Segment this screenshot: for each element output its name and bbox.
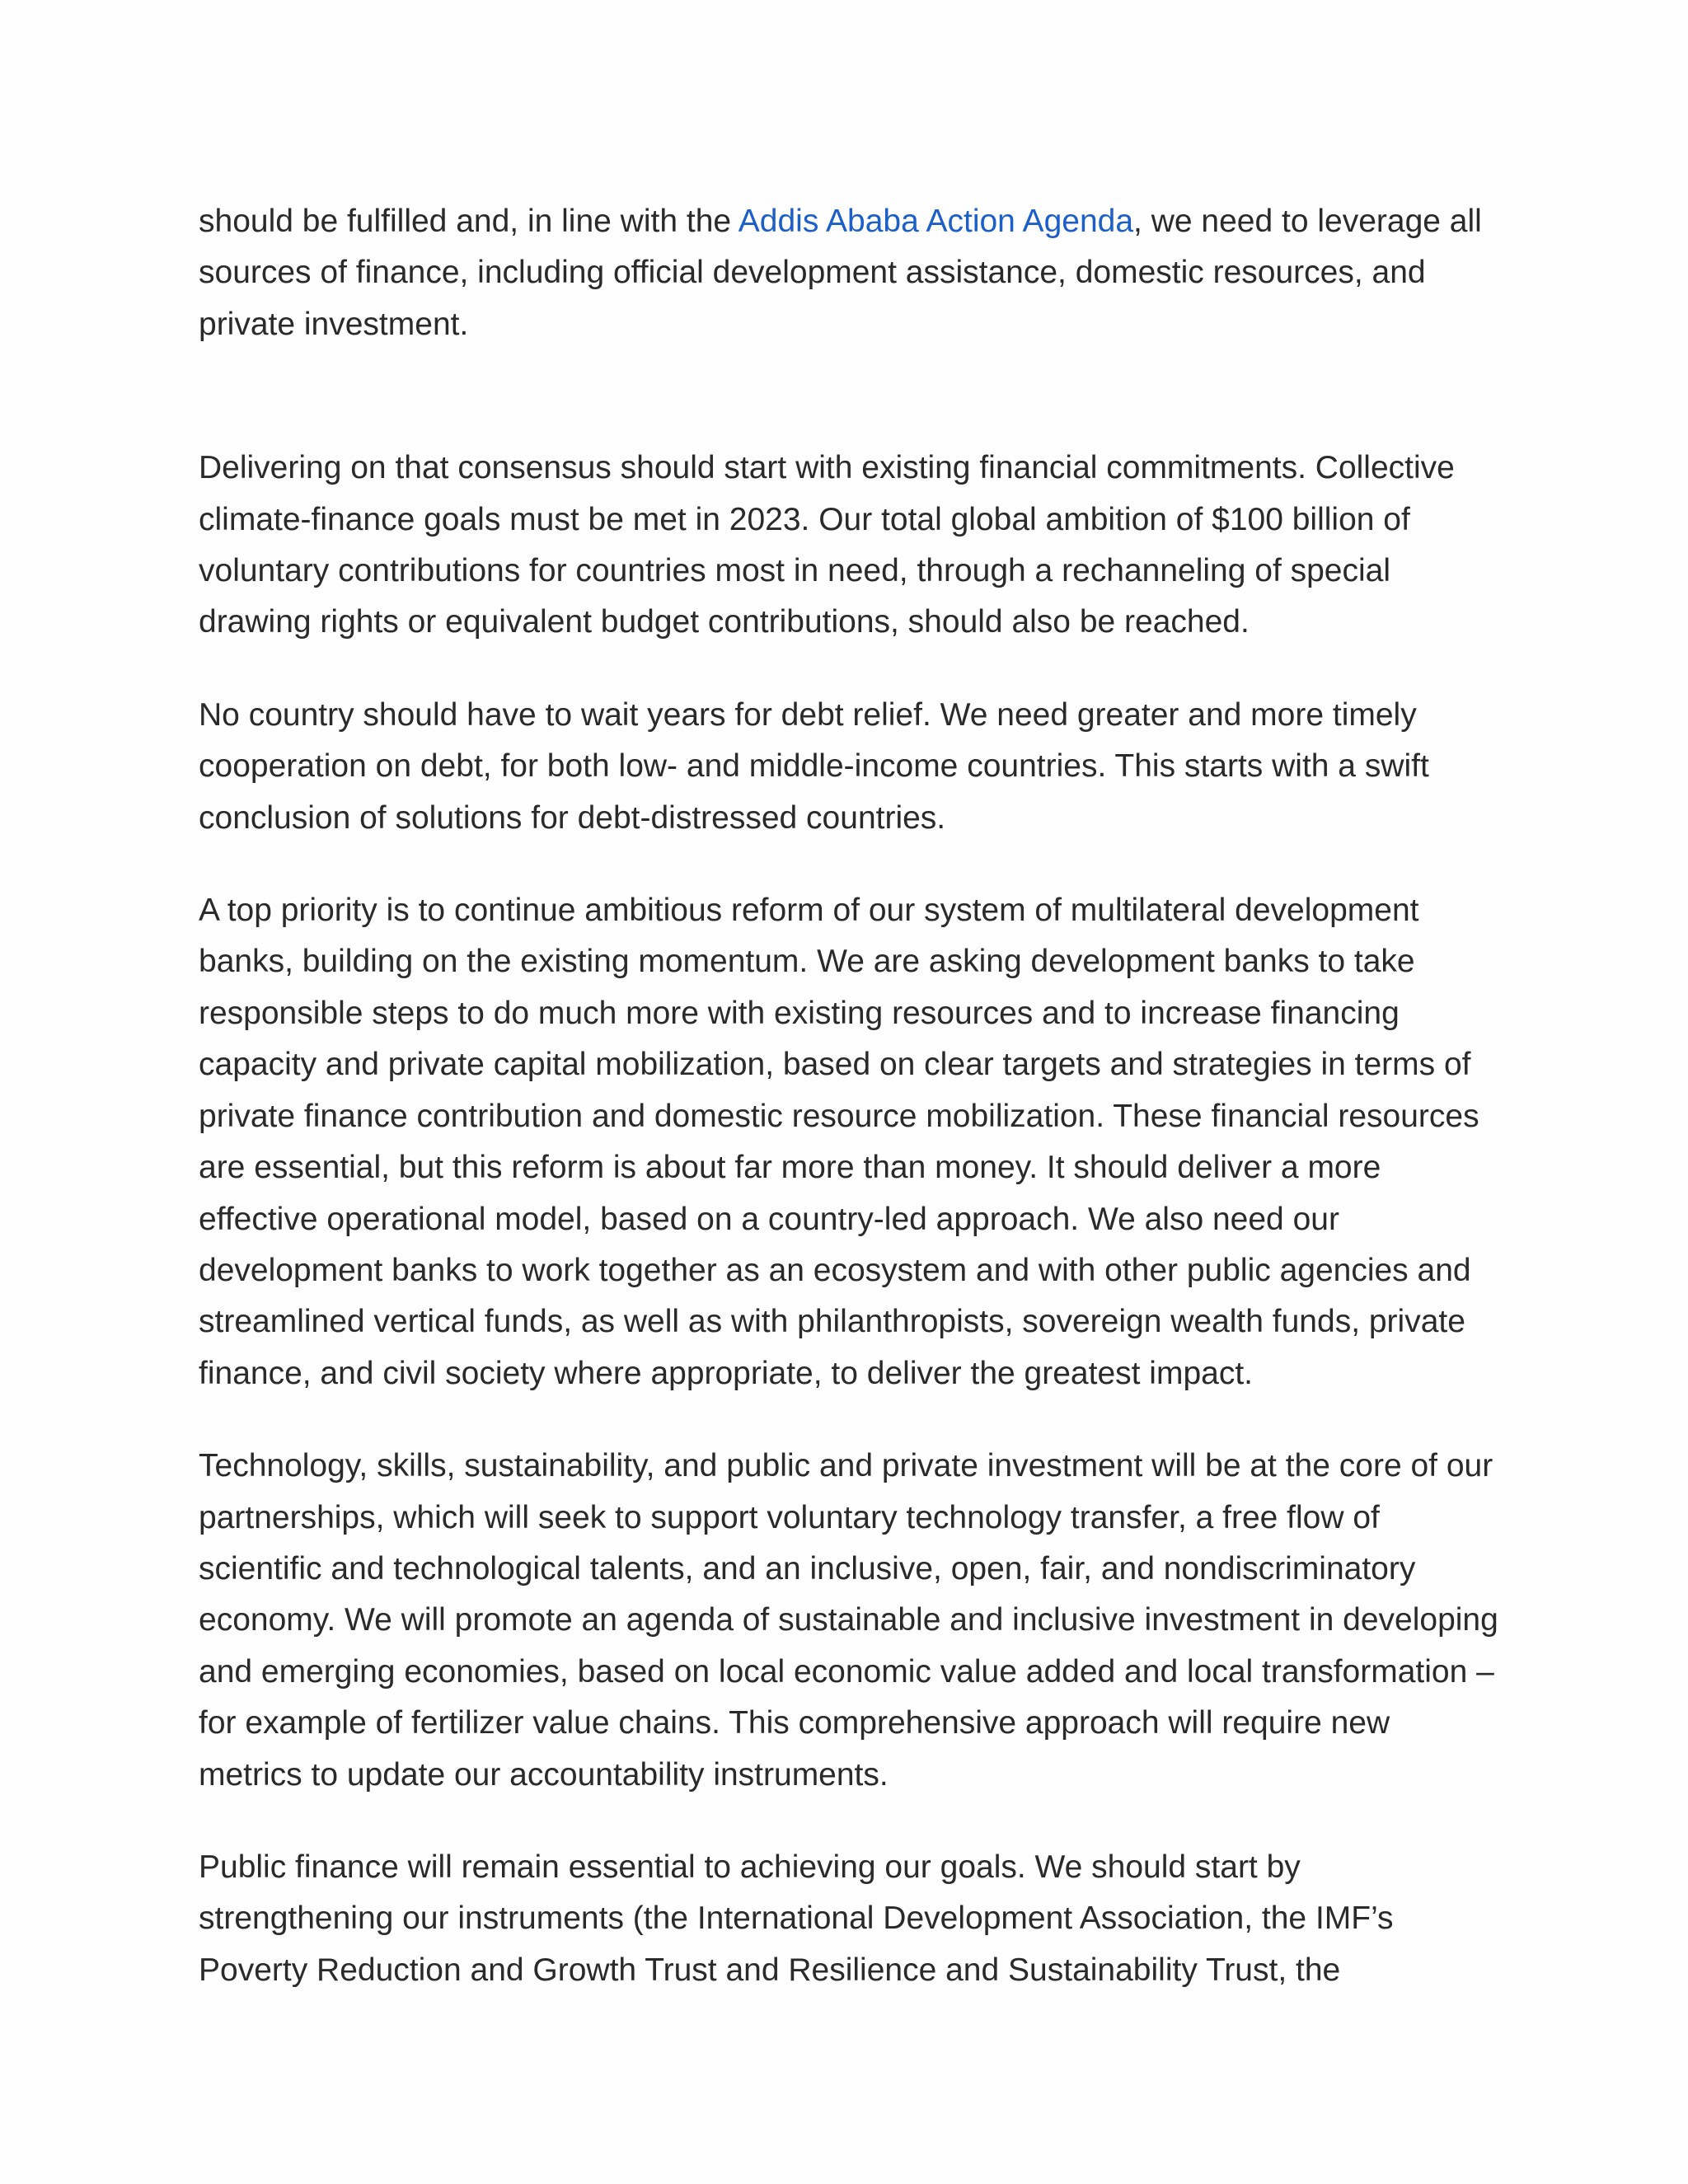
- paragraph-5: Technology, skills, sustainability, and public and private investment will be at the core of our partnerships, which will seek to support voluntary technology transfer, a free flow of scientific and technological talents, and an inclusive, open, fair, and nondiscriminatory economy. We will promote an agenda of sustainable and inclusive investment in developing and emerging economies, based on local economic value added and local transformation – for example of fertilizer value chains. This comprehensive approach will require new metrics to update our accountability instruments.: [199, 1448, 1498, 1793]
- paragraph-6: Public finance will remain essential to achieving our goals. We should start by strengthening our instruments (the International Development Association, the IMF’s Poverty Reduction and Growth Trust and Resilience and Sustainability Trust, the: [199, 1849, 1394, 1988]
- paragraph-1-text-end: , we need to leverage all sources of finance, including official development assistance, domestic resources, and private investment.: [199, 204, 1482, 342]
- paragraph-1: [199, 196, 1501, 350]
- paragraph-4: A top priority is to continue ambitious reform of our system of multilateral development banks, building on the existing momentum. We are asking development banks to take responsible steps to do much more with existing resources and to increase financing capacity and private capital mobilization, based on clear targets and strategies in terms of private finance contribution and domestic resource mobilization. These financial resources are essential, but this reform is about far more than money. It should deliver a more effective operational model, based on a country-led approach. We also need our development banks to work together as an ecosystem and with other public agencies and streamlined vertical funds, as well as with philanthropists, sovereign wealth funds, private finance, and civil society where appropriate, to deliver the greatest impact.: [199, 893, 1479, 1391]
- addis-ababa-action-agenda-link[interactable]: Addis Ababa Action Agenda: [738, 204, 1134, 239]
- paragraph-1-text-start: should be fulfilled and, in line with the: [199, 204, 738, 239]
- paragraph-2: Delivering on that consensus should start with existing financial commitments. Collective climate-finance goals must be met in 2023. Our total global ambition of $100 billion of voluntary contributions for countries most in need, through a rechanneling of special drawing rights or equivalent budget contributions, should also be reached.: [199, 450, 1455, 640]
- document-body: [199, 196, 1501, 2037]
- paragraph-3: No country should have to wait years for debt relief. We need greater and more timely cooperation on debt, for both low- and middle-income countries. This starts with a swift conclusion of solutions for debt-distressed countries.: [199, 696, 1429, 836]
